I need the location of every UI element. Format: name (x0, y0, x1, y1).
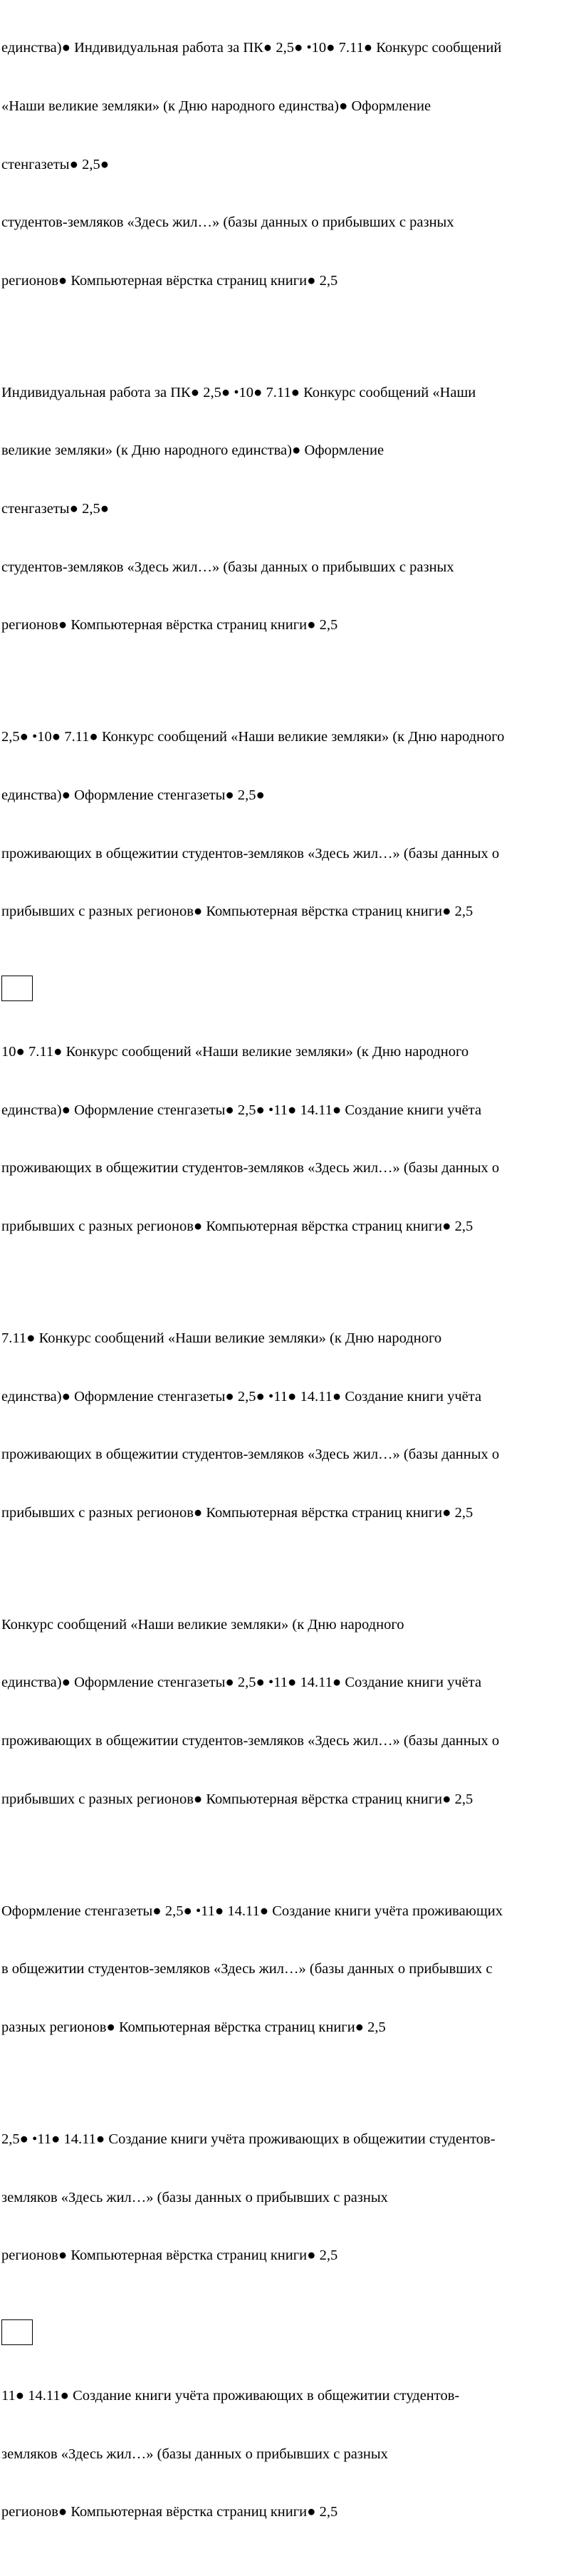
text-line: единства)● Оформление стенгазеты● 2,5● (1, 787, 265, 803)
text-block-1 (1, 0, 580, 329)
text-line: 11● 14.11● Создание книги учёта проживающих в общежитии студентов- (1, 2388, 460, 2404)
text-block-9 (1, 2348, 580, 2561)
text-block-2 (1, 344, 580, 673)
text-line: разных регионов● Компьютерная вёрстка страниц книги● 2,5 (1, 2019, 386, 2035)
text-line: земляков «Здесь жил…» (базы данных о прибывших с разных (1, 2446, 388, 2462)
text-line: Оформление стенгазеты● 2,5● •11● 14.11● Создание книги учёта проживающих (1, 1903, 503, 1919)
text-line: 10● 7.11● Конкурс сообщений «Наши великие земляки» (к Дню народного (1, 1044, 469, 1060)
text-line: единства)● Оформление стенгазеты● 2,5● •11● 14.11● Создание книги учёта (1, 1675, 482, 1691)
text-block-6 (1, 1576, 580, 1848)
text-line: 7.11● Конкурс сообщений «Наши великие земляки» (к Дню народного (1, 1330, 442, 1346)
text-line: стенгазеты● 2,5● (1, 501, 110, 517)
text-line: студентов-земляков «Здесь жил…» (базы данных о прибывших с разных (1, 214, 454, 231)
text-line: прибывших с разных регионов● Компьютерная вёрстка страниц книги● 2,5 (1, 904, 473, 920)
text-line: 2,5● •10● 7.11● Конкурс сообщений «Наши великие земляки» (к Дню народного (1, 729, 505, 745)
text-line: в общежитии студентов-земляков «Здесь жил…» (базы данных о прибывших с (1, 1961, 493, 1977)
text-line: регионов● Компьютерная вёрстка страниц книги● 2,5 (1, 2504, 338, 2520)
text-block-7 (1, 1863, 580, 2076)
text-line: земляков «Здесь жил…» (базы данных о прибывших с разных (1, 2189, 388, 2205)
text-block-3 (1, 689, 580, 961)
text-line: регионов● Компьютерная вёрстка страниц книги● 2,5 (1, 617, 338, 633)
text-line: «Наши великие земляки» (к Дню народного единства)● Оформление (1, 98, 431, 115)
text-line: стенгазеты● 2,5● (1, 156, 110, 172)
text-line: прибывших с разных регионов● Компьютерная вёрстка страниц книги● 2,5 (1, 1504, 473, 1521)
empty-box (1, 976, 33, 1001)
text-line: единства)● Оформление стенгазеты● 2,5● •11● 14.11● Создание книги учёта (1, 1102, 482, 1118)
text-block-8 (1, 2091, 580, 2305)
text-line: проживающих в общежитии студентов-земляков «Здесь жил…» (базы данных о (1, 1447, 500, 1463)
text-line: Индивидуальная работа за ПК● 2,5● •10● 7.11● Конкурс сообщений «Наши (1, 384, 476, 400)
empty-box (1, 2319, 33, 2345)
text-line: регионов● Компьютерная вёрстка страниц книги● 2,5 (1, 272, 338, 289)
text-line: проживающих в общежитии студентов-земляков «Здесь жил…» (базы данных о (1, 1160, 500, 1176)
text-line: прибывших с разных регионов● Компьютерная вёрстка страниц книги● 2,5 (1, 1791, 473, 1807)
text-line: 2,5● •11● 14.11● Создание книги учёта проживающих в общежитии студентов- (1, 2131, 496, 2147)
text-block-4 (1, 1004, 580, 1276)
text-block-5 (1, 1290, 580, 1562)
text-line: прибывших с разных регионов● Компьютерная вёрстка страниц книги● 2,5 (1, 1218, 473, 1234)
text-line: Конкурс сообщений «Наши великие земляки» (к Дню народного (1, 1616, 404, 1633)
text-line: единства)● Оформление стенгазеты● 2,5● •11● 14.11● Создание книги учёта (1, 1388, 482, 1405)
document-body (1, 0, 580, 2576)
text-line: студентов-земляков «Здесь жил…» (базы данных о прибывших с разных (1, 559, 454, 575)
text-line: проживающих в общежитии студентов-земляков «Здесь жил…» (базы данных о (1, 845, 500, 862)
text-line: великие земляки» (к Дню народного единства)● Оформление (1, 443, 384, 459)
text-line: единства)● Индивидуальная работа за ПК● 2,5● •10● 7.11● Конкурс сообщений (1, 40, 502, 56)
text-line: регионов● Компьютерная вёрстка страниц книги● 2,5 (1, 2247, 338, 2264)
text-line: проживающих в общежитии студентов-земляков «Здесь жил…» (базы данных о (1, 1733, 500, 1749)
